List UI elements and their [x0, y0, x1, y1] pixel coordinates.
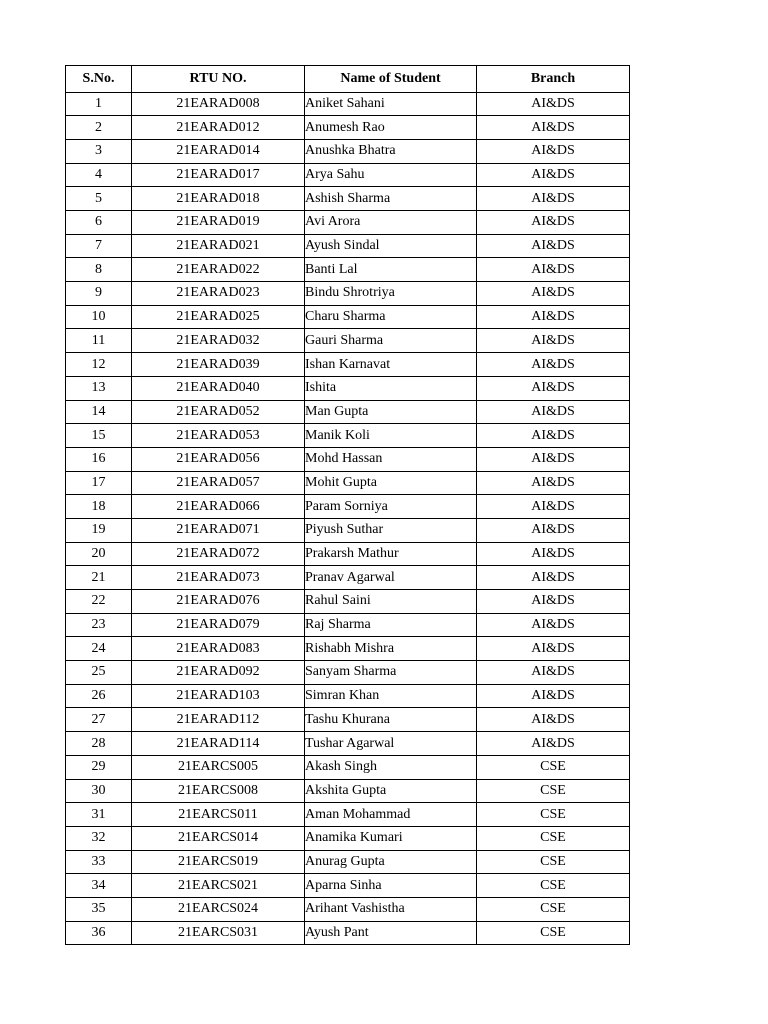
branch-cell: AI&DS [477, 211, 630, 235]
serial-number-cell: 17 [66, 471, 132, 495]
branch-cell: AI&DS [477, 637, 630, 661]
student-name-cell: Anumesh Rao [305, 116, 477, 140]
serial-number-cell: 8 [66, 258, 132, 282]
rtu-number-cell: 21EARAD073 [132, 566, 305, 590]
student-name-cell: Tushar Agarwal [305, 732, 477, 756]
serial-number-cell: 15 [66, 424, 132, 448]
branch-cell: CSE [477, 779, 630, 803]
rtu-number-cell: 21EARAD066 [132, 495, 305, 519]
serial-number-cell: 13 [66, 376, 132, 400]
rtu-number-cell: 21EARAD079 [132, 613, 305, 637]
rtu-number-cell: 21EARAD032 [132, 329, 305, 353]
branch-cell: AI&DS [477, 305, 630, 329]
table-row [66, 495, 630, 519]
serial-number-cell: 1 [66, 92, 132, 116]
student-name-cell: Avi Arora [305, 211, 477, 235]
rtu-number-cell: 21EARAD056 [132, 447, 305, 471]
branch-cell: CSE [477, 897, 630, 921]
branch-cell: AI&DS [477, 613, 630, 637]
branch-cell: AI&DS [477, 282, 630, 306]
student-name-cell: Mohit Gupta [305, 471, 477, 495]
rtu-number-cell: 21EARAD053 [132, 424, 305, 448]
student-name-cell: Sanyam Sharma [305, 661, 477, 685]
rtu-number-cell: 21EARAD052 [132, 400, 305, 424]
table-row [66, 542, 630, 566]
branch-cell: AI&DS [477, 708, 630, 732]
table-row [66, 471, 630, 495]
rtu-number-cell: 21EARAD008 [132, 92, 305, 116]
branch-cell: AI&DS [477, 471, 630, 495]
student-name-cell: Tashu Khurana [305, 708, 477, 732]
student-name-cell: Aman Mohammad [305, 803, 477, 827]
serial-number-cell: 11 [66, 329, 132, 353]
serial-number-cell: 21 [66, 566, 132, 590]
serial-number-cell: 32 [66, 826, 132, 850]
student-name-cell: Raj Sharma [305, 613, 477, 637]
student-name-cell: Piyush Suthar [305, 518, 477, 542]
serial-number-cell: 19 [66, 518, 132, 542]
serial-number-cell: 22 [66, 590, 132, 614]
table-row [66, 613, 630, 637]
serial-number-cell: 20 [66, 542, 132, 566]
branch-cell: AI&DS [477, 732, 630, 756]
student-name-cell: Aparna Sinha [305, 874, 477, 898]
branch-cell: AI&DS [477, 400, 630, 424]
serial-number-cell: 26 [66, 684, 132, 708]
table-row [66, 400, 630, 424]
student-name-cell: Mohd Hassan [305, 447, 477, 471]
serial-number-cell: 12 [66, 353, 132, 377]
table-body [66, 92, 630, 945]
header-serial-number: S.No. [66, 66, 132, 93]
branch-cell: CSE [477, 755, 630, 779]
student-name-cell: Akshita Gupta [305, 779, 477, 803]
student-name-cell: Ashish Sharma [305, 187, 477, 211]
branch-cell: CSE [477, 826, 630, 850]
branch-cell: AI&DS [477, 139, 630, 163]
branch-cell: AI&DS [477, 116, 630, 140]
branch-cell: AI&DS [477, 495, 630, 519]
serial-number-cell: 31 [66, 803, 132, 827]
branch-cell: AI&DS [477, 566, 630, 590]
serial-number-cell: 30 [66, 779, 132, 803]
rtu-number-cell: 21EARAD112 [132, 708, 305, 732]
table-row [66, 755, 630, 779]
table-row [66, 424, 630, 448]
serial-number-cell: 16 [66, 447, 132, 471]
serial-number-cell: 6 [66, 211, 132, 235]
student-name-cell: Manik Koli [305, 424, 477, 448]
table-row [66, 590, 630, 614]
serial-number-cell: 2 [66, 116, 132, 140]
rtu-number-cell: 21EARAD018 [132, 187, 305, 211]
table-row [66, 163, 630, 187]
branch-cell: AI&DS [477, 329, 630, 353]
table-row [66, 258, 630, 282]
table-row [66, 708, 630, 732]
rtu-number-cell: 21EARCS021 [132, 874, 305, 898]
branch-cell: AI&DS [477, 542, 630, 566]
table-row [66, 376, 630, 400]
student-name-cell: Arihant Vashistha [305, 897, 477, 921]
table-row [66, 518, 630, 542]
rtu-number-cell: 21EARAD092 [132, 661, 305, 685]
rtu-number-cell: 21EARAD017 [132, 163, 305, 187]
student-name-cell: Banti Lal [305, 258, 477, 282]
table-row [66, 234, 630, 258]
student-name-cell: Aniket Sahani [305, 92, 477, 116]
serial-number-cell: 25 [66, 661, 132, 685]
serial-number-cell: 18 [66, 495, 132, 519]
table-row [66, 874, 630, 898]
table-row [66, 211, 630, 235]
table-row [66, 116, 630, 140]
header-rtu-number: RTU NO. [132, 66, 305, 93]
branch-cell: AI&DS [477, 376, 630, 400]
rtu-number-cell: 21EARCS005 [132, 755, 305, 779]
branch-cell: AI&DS [477, 92, 630, 116]
student-name-cell: Arya Sahu [305, 163, 477, 187]
rtu-number-cell: 21EARAD083 [132, 637, 305, 661]
branch-cell: CSE [477, 921, 630, 945]
serial-number-cell: 27 [66, 708, 132, 732]
rtu-number-cell: 21EARAD012 [132, 116, 305, 140]
table-row [66, 661, 630, 685]
student-name-cell: Ayush Sindal [305, 234, 477, 258]
student-name-cell: Ayush Pant [305, 921, 477, 945]
branch-cell: AI&DS [477, 590, 630, 614]
serial-number-cell: 23 [66, 613, 132, 637]
table-row [66, 779, 630, 803]
table-row [66, 92, 630, 116]
rtu-number-cell: 21EARAD023 [132, 282, 305, 306]
branch-cell: AI&DS [477, 661, 630, 685]
rtu-number-cell: 21EARAD025 [132, 305, 305, 329]
rtu-number-cell: 21EARCS008 [132, 779, 305, 803]
serial-number-cell: 10 [66, 305, 132, 329]
serial-number-cell: 7 [66, 234, 132, 258]
serial-number-cell: 36 [66, 921, 132, 945]
rtu-number-cell: 21EARAD019 [132, 211, 305, 235]
serial-number-cell: 33 [66, 850, 132, 874]
student-list-table [65, 65, 630, 945]
table-row [66, 897, 630, 921]
student-name-cell: Prakarsh Mathur [305, 542, 477, 566]
student-name-cell: Param Sorniya [305, 495, 477, 519]
branch-cell: CSE [477, 803, 630, 827]
rtu-number-cell: 21EARAD040 [132, 376, 305, 400]
branch-cell: AI&DS [477, 187, 630, 211]
table-row [66, 353, 630, 377]
serial-number-cell: 4 [66, 163, 132, 187]
rtu-number-cell: 21EARAD021 [132, 234, 305, 258]
student-name-cell: Pranav Agarwal [305, 566, 477, 590]
table-row [66, 329, 630, 353]
branch-cell: AI&DS [477, 447, 630, 471]
table-row [66, 684, 630, 708]
table-row [66, 139, 630, 163]
branch-cell: AI&DS [477, 518, 630, 542]
serial-number-cell: 34 [66, 874, 132, 898]
student-name-cell: Bindu Shrotriya [305, 282, 477, 306]
branch-cell: AI&DS [477, 353, 630, 377]
student-name-cell: Akash Singh [305, 755, 477, 779]
rtu-number-cell: 21EARAD022 [132, 258, 305, 282]
rtu-number-cell: 21EARCS019 [132, 850, 305, 874]
rtu-number-cell: 21EARAD057 [132, 471, 305, 495]
table-row [66, 637, 630, 661]
student-name-cell: Rahul Saini [305, 590, 477, 614]
serial-number-cell: 9 [66, 282, 132, 306]
table-row [66, 732, 630, 756]
serial-number-cell: 3 [66, 139, 132, 163]
table-row [66, 305, 630, 329]
rtu-number-cell: 21EARCS011 [132, 803, 305, 827]
rtu-number-cell: 21EARCS031 [132, 921, 305, 945]
table-row [66, 921, 630, 945]
serial-number-cell: 14 [66, 400, 132, 424]
student-name-cell: Rishabh Mishra [305, 637, 477, 661]
student-name-cell: Anamika Kumari [305, 826, 477, 850]
table-row [66, 187, 630, 211]
header-student-name: Name of Student [305, 66, 477, 93]
rtu-number-cell: 21EARAD076 [132, 590, 305, 614]
rtu-number-cell: 21EARAD072 [132, 542, 305, 566]
branch-cell: CSE [477, 874, 630, 898]
serial-number-cell: 24 [66, 637, 132, 661]
student-name-cell: Gauri Sharma [305, 329, 477, 353]
branch-cell: AI&DS [477, 258, 630, 282]
student-name-cell: Anushka Bhatra [305, 139, 477, 163]
table-header [66, 66, 630, 93]
student-name-cell: Charu Sharma [305, 305, 477, 329]
student-name-cell: Ishita [305, 376, 477, 400]
serial-number-cell: 35 [66, 897, 132, 921]
rtu-number-cell: 21EARAD014 [132, 139, 305, 163]
table-row [66, 850, 630, 874]
table-row [66, 282, 630, 306]
table-row [66, 826, 630, 850]
branch-cell: AI&DS [477, 684, 630, 708]
header-row [66, 66, 630, 93]
branch-cell: AI&DS [477, 163, 630, 187]
rtu-number-cell: 21EARAD114 [132, 732, 305, 756]
branch-cell: AI&DS [477, 424, 630, 448]
rtu-number-cell: 21EARAD103 [132, 684, 305, 708]
branch-cell: CSE [477, 850, 630, 874]
header-branch: Branch [477, 66, 630, 93]
rtu-number-cell: 21EARAD039 [132, 353, 305, 377]
rtu-number-cell: 21EARCS024 [132, 897, 305, 921]
serial-number-cell: 28 [66, 732, 132, 756]
student-name-cell: Man Gupta [305, 400, 477, 424]
table-row [66, 803, 630, 827]
student-name-cell: Ishan Karnavat [305, 353, 477, 377]
rtu-number-cell: 21EARAD071 [132, 518, 305, 542]
table-row [66, 566, 630, 590]
student-name-cell: Anurag Gupta [305, 850, 477, 874]
serial-number-cell: 29 [66, 755, 132, 779]
table-row [66, 447, 630, 471]
rtu-number-cell: 21EARCS014 [132, 826, 305, 850]
branch-cell: AI&DS [477, 234, 630, 258]
student-name-cell: Simran Khan [305, 684, 477, 708]
serial-number-cell: 5 [66, 187, 132, 211]
